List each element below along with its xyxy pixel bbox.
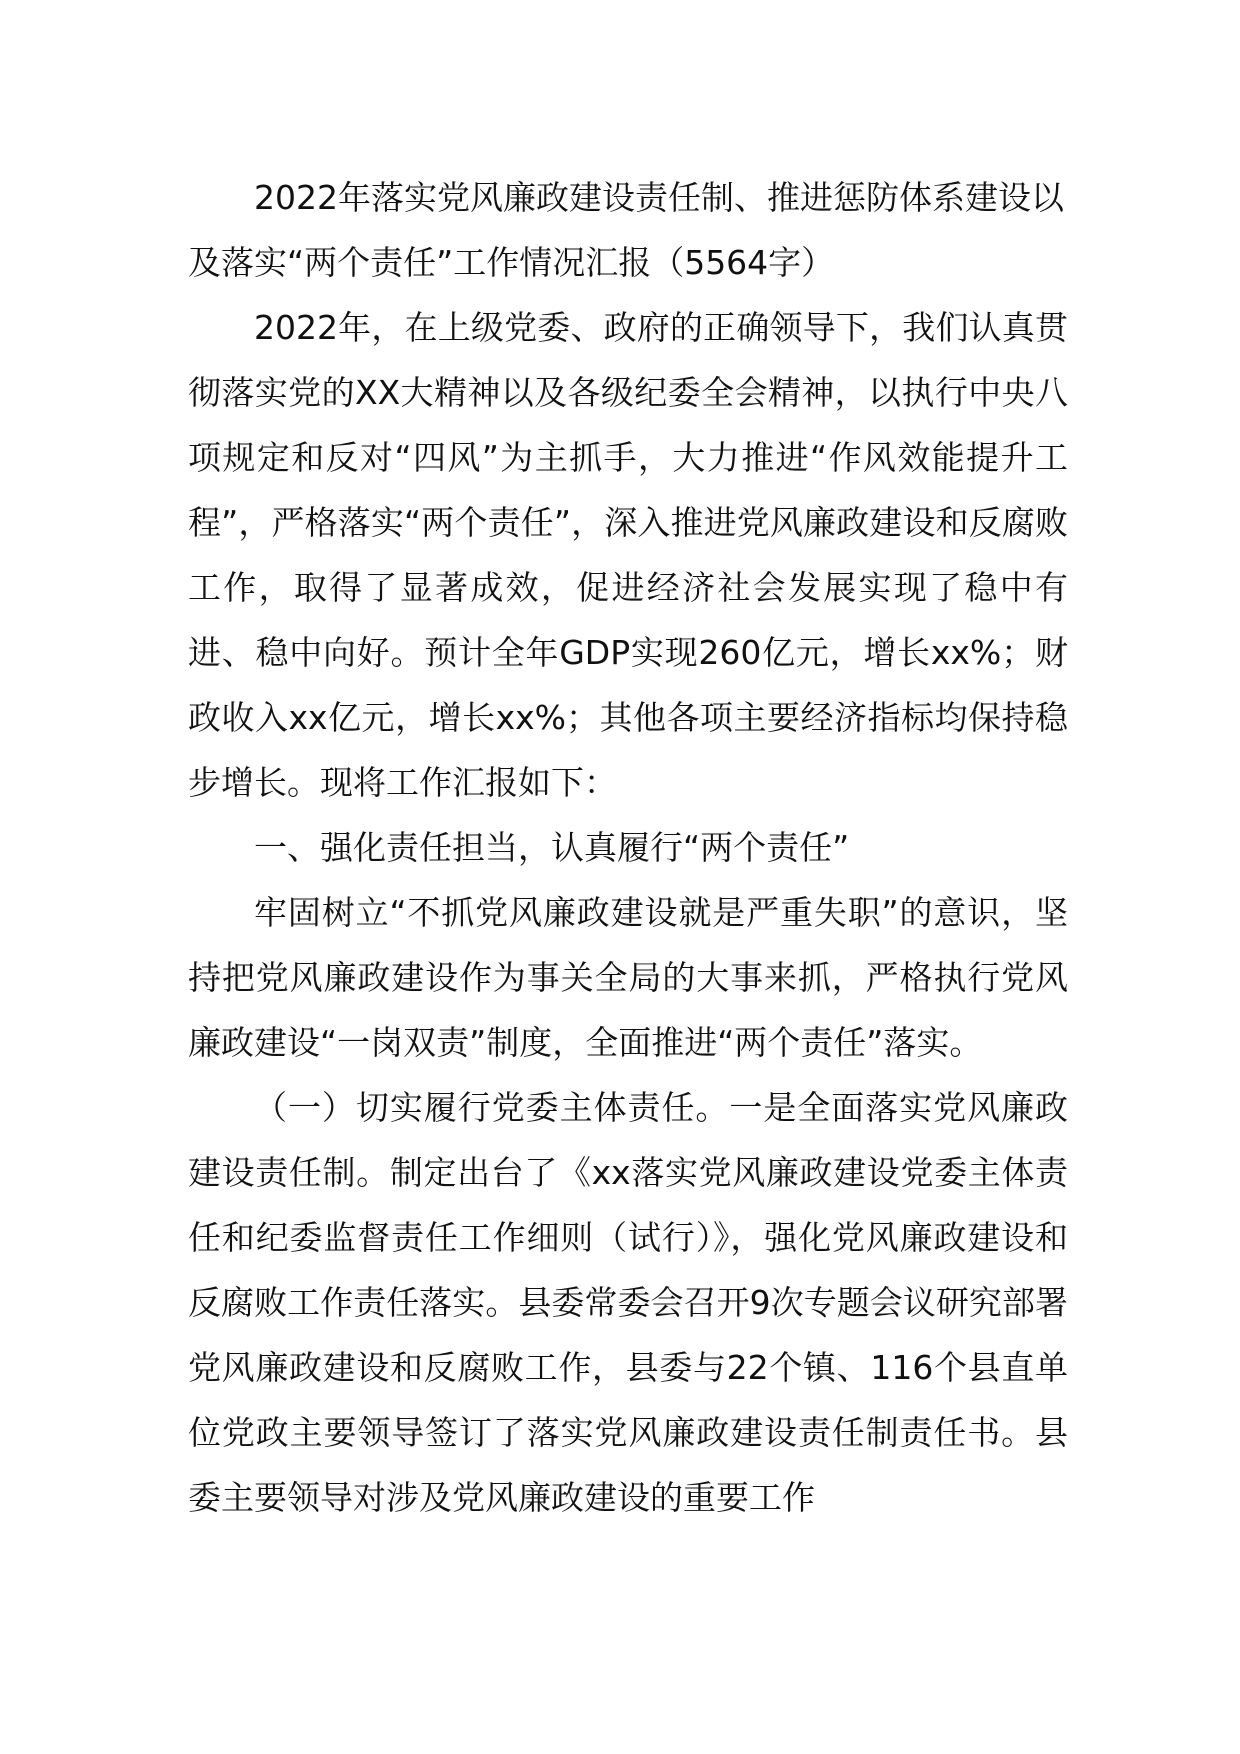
section-1-paragraph: 牢固树立“不抓党风廉政建设就是严重失职”的意识，坚持把党风廉政建设作为事关全局的大事来抓，严格执行党风廉政建设“一岗双责”制度，全面推进“两个责任”落实。 — [188, 893, 1068, 1062]
document-body — [188, 165, 1068, 1530]
subsection-1-paragraph: （一）切实履行党委主体责任。一是全面落实党风廉政建设责任制。制定出台了《xx落实党风廉政建设党委主体责任和纪委监督责任工作细则（试行）》，强化党风廉政建设和反腐败工作责任落实。县委常委会召开9次专题会议研究部署党风廉政建设和反腐败工作，县委与22个镇、116个县直单位党政主要领导签订了落实党风廉政建设责任制责任书。县委主要领导对涉及党风廉政建设的重要工作 — [188, 1088, 1068, 1517]
section-heading-1: 一、强化责任担当，认真履行“两个责任” — [254, 828, 850, 867]
document-title: 2022年落实党风廉政建设责任制、推进惩防体系建设以及落实“两个责任”工作情况汇报（5564字） — [188, 178, 1064, 282]
intro-paragraph: 2022年，在上级党委、政府的正确领导下，我们认真贯彻落实党的XX大精神以及各级纪委全会精神，以执行中央八项规定和反对“四风”为主抓手，大力推进“作风效能提升工程”，严格落实“两个责任”，深入推进党风廉政建设和反腐败工作，取得了显著成效，促进经济社会发展实现了稳中有进、稳中向好。预计全年GDP实现260亿元，增长xx%；财政收入xx亿元，增长xx%；其他各项主要经济指标均保持稳步增长。现将工作汇报如下： — [188, 308, 1068, 802]
